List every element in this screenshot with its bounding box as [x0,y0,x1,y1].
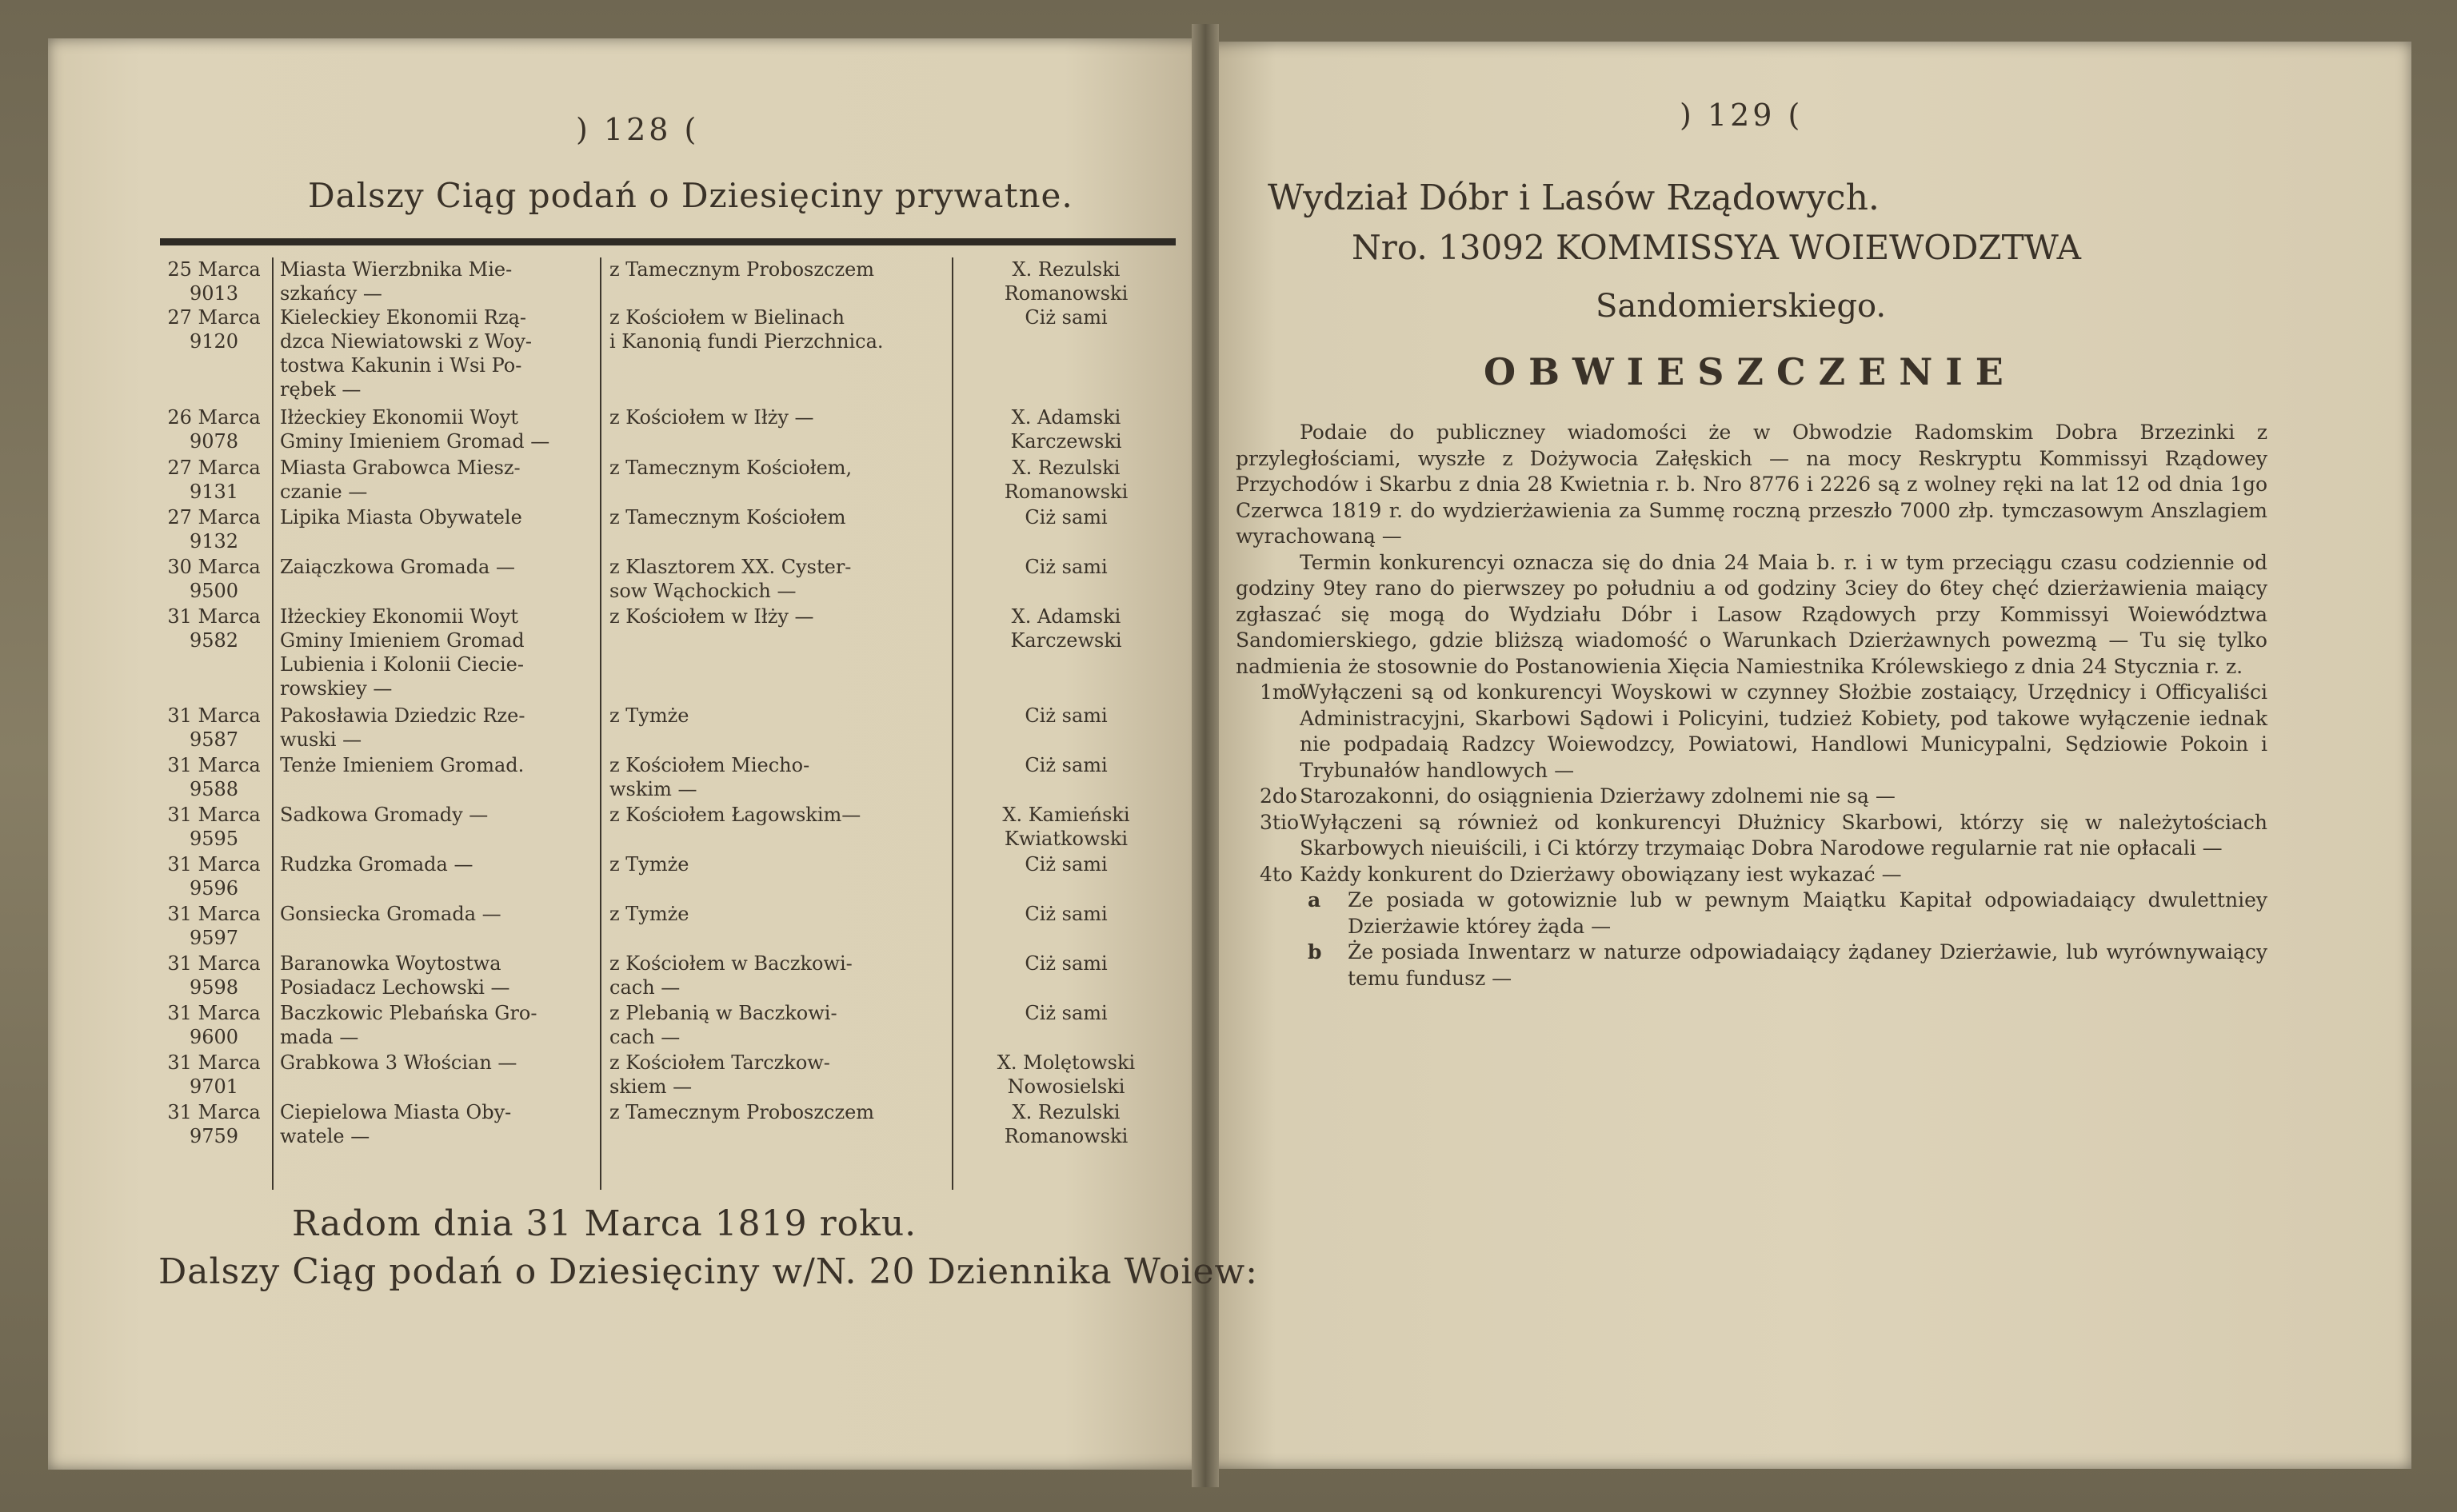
row-priest-line: Nowosielski [1007,1075,1125,1098]
row-priest [958,555,1174,579]
row-church [608,1051,953,1099]
tithe-table [160,257,1176,1190]
row-petitioner-line: Gonsiecka Gromada — [280,903,501,925]
row-petitioner [280,456,600,504]
row-church [608,405,953,429]
row-priest [958,505,1174,529]
row-petitioner-line: Sadkowa Gromady — [280,804,489,826]
row-date-line: 27 Marca [167,306,261,329]
row-church-line: z Tamecznym Kościołem, [609,457,853,479]
row-church [608,902,953,926]
row-petitioner-line: Grabkowa 3 Włościan — [280,1051,517,1074]
row-priest-line: Romanowski [1004,1125,1129,1147]
row-date-line: 9587 [189,728,239,751]
notice-subitem [1236,940,2267,991]
row-priest [958,1100,1174,1148]
row-date-line: 31 Marca [167,605,261,628]
row-petitioner [280,604,600,700]
row-date-line: 26 Marca [167,406,261,429]
row-date [160,257,268,305]
row-date-line: 27 Marca [167,457,261,479]
notice-term: Termin konkurencyi oznacza się do dnia 24 Maia b. r. i w tym przeciągu czasu codziennie od godziny 9tey rano do pierwszey po południu a od godziny 3ciey do 6tey chęć dzierżawienia maiący zgłaszać się mogą do Wydziału Dóbr i Lasow Rządowych przy Kommissyi Woiewództwa Sandomierskiego, gdzie bliższą wiadomość o Warunkach Dzierżawnych powezmą — Tu się tylko nadmienia że stosownie do Postanowienia Xięcia Namiestnika Królewskiego z dnia 24 Stycznia r. z. [1236,550,2267,678]
row-date [160,803,268,851]
row-date-line: 31 Marca [167,754,261,776]
row-petitioner [280,257,600,305]
row-church-line: z Tymże [609,853,689,876]
row-petitioner-line: rowskiey — [280,677,393,700]
row-petitioner-line: Lipika Miasta Obywatele [280,506,522,529]
row-petitioner [280,704,600,752]
row-petitioner-line: Baranowka Woytostwa [280,952,501,975]
row-date-line: 31 Marca [167,1002,261,1024]
notice-subitem [1236,888,2267,940]
row-petitioner [280,305,600,401]
row-petitioner-line: rębek — [280,378,362,401]
notice-item-text: Wyłączeni są również od konkurencyi Dłużnicy Skarbowi, którzy się w należytościach Skarbowych nieuiścili, i Ci którzy trzymaiąc Dobra Narodowe regularnie rat nie opłacali — [1300,810,2267,860]
notice-item-label: 1mo [1260,680,1304,704]
row-church-line: z Kościołem w Bielinach [609,306,845,329]
left-page-number: ) 128 ( [576,112,700,147]
row-date [160,555,268,603]
notice-item [1236,784,2267,810]
row-date-line: 9132 [189,530,239,553]
row-priest-line: Ciż sami [1025,306,1108,329]
row-church [608,753,953,801]
row-petitioner-line: Iłżeckiey Ekonomii Woyt [280,605,519,628]
row-date [160,704,268,752]
row-church [608,604,953,628]
row-petitioner-line: Gminy Imieniem Gromad [280,629,525,652]
row-church-line: cach — [609,976,681,999]
row-date-line: 31 Marca [167,903,261,925]
row-petitioner-line: Miasta Wierzbnika Mie- [280,258,513,281]
right-page-number: ) 129 ( [1680,98,1804,133]
row-petitioner [280,555,600,579]
row-church-line: sow Wąchockich — [609,580,797,602]
row-petitioner-line: watele — [280,1125,370,1147]
row-church [608,951,953,999]
row-petitioner-line: Iłżeckiey Ekonomii Woyt [280,406,519,429]
row-priest-line: X. Adamski [1011,406,1121,429]
row-date [160,305,268,353]
row-priest-line: X. Kamieński [1002,804,1130,826]
row-priest-line: X. Adamski [1011,605,1121,628]
row-petitioner [280,803,600,827]
row-priest-line: X. Rezulski [1012,457,1121,479]
row-petitioner-line: Tenże Imieniem Gromad. [280,754,525,776]
row-date-line: 30 Marca [167,556,261,578]
row-priest [958,803,1174,851]
notice-subitems [1236,888,2267,991]
row-priest-line: Karczewski [1010,629,1122,652]
row-date [160,505,268,553]
row-church [608,305,953,353]
notice-items [1236,680,2267,888]
row-priest-line: Ciż sami [1025,704,1108,727]
row-petitioner [280,1051,600,1075]
notice-title: OBWIESZCZENIE [1484,350,2016,393]
row-church-line: skiem — [609,1075,693,1098]
row-priest [958,405,1174,453]
row-church-line: z Plebanią w Baczkowi- [609,1002,837,1024]
row-priest-line: Ciż sami [1025,1002,1108,1024]
row-date-line: 9595 [189,828,239,850]
row-church [608,257,953,281]
row-date-line: 9596 [189,877,239,900]
row-church-line: z Klasztorem XX. Cyster- [609,556,852,578]
row-date-line: 9131 [189,481,239,503]
row-church-line: z Tymże [609,903,689,925]
row-date-line: 9701 [189,1075,239,1098]
row-church [608,704,953,728]
notice-item [1236,680,2267,784]
row-date-line: 9120 [189,330,239,353]
row-date-line: 27 Marca [167,506,261,529]
row-petitioner-line: Rudzka Gromada — [280,853,473,876]
row-church [608,456,953,480]
row-date-line: 9078 [189,430,239,453]
notice-body [1236,420,2267,991]
row-date [160,405,268,453]
heading-rule [160,238,1176,245]
row-date-line: 9588 [189,778,239,800]
row-date [160,951,268,999]
row-petitioner [280,405,600,453]
notice-item-label: 3tio [1260,810,1299,834]
row-petitioner [280,852,600,876]
row-priest [958,257,1174,305]
row-petitioner [280,505,600,529]
row-petitioner-line: mada — [280,1026,359,1048]
row-church-line: z Kościołem Miecho- [609,754,810,776]
row-church [608,555,953,603]
row-date [160,1100,268,1148]
notice-item-label: 2do [1260,784,1297,808]
row-petitioner-line: Gminy Imieniem Gromad — [280,430,550,453]
row-date [160,753,268,801]
notice-item-text: Wyłączeni są od konkurencyi Woyskowi w czynney Słożbie zostaiący, Urzędnicy i Officyaliści Administracyjni, Skarbowi Sądowi i Policyini, tudzież Kobiety, pod takowe wyłączenie iednak nie podpadaią Radzcy Woiewodzcy, Powiatowi, Handlowi Municypalni, Sędziowie Pokoin i Trybunałów handlowych — [1300,680,2267,782]
row-church-line: z Tamecznym Proboszczem [609,258,875,281]
row-petitioner [280,902,600,926]
row-date [160,456,268,504]
row-priest [958,902,1174,926]
row-priest-line: Romanowski [1004,282,1129,305]
row-date-line: 31 Marca [167,804,261,826]
row-petitioner-line: szkańcy — [280,282,382,305]
row-date-line: 9013 [189,282,239,305]
row-church [608,1001,953,1049]
row-petitioner-line: Posiadacz Lechowski — [280,976,510,999]
notice-item-text: Starozakonni, do osiągnienia Dzierżawy zdolnemi nie są — [1300,784,1896,808]
row-priest [958,1051,1174,1099]
row-priest-line: Kwiatkowski [1004,828,1129,850]
notice-subitem-label: b [1308,940,1322,963]
row-petitioner [280,951,600,999]
region-heading: Sandomierskiego. [1596,288,1887,325]
row-date-line: 31 Marca [167,1101,261,1123]
row-petitioner-line: Pakosławia Dziedzic Rze- [280,704,525,727]
column-divider [600,257,601,1190]
row-church-line: z Tymże [609,704,689,727]
row-priest [958,704,1174,728]
row-church-line: z Kościołem w Baczkowi- [609,952,853,975]
row-church-line: wskim — [609,778,697,800]
left-footer-date: Radom dnia 31 Marca 1819 roku. [292,1203,917,1244]
row-petitioner-line: Kieleckiey Ekonomii Rzą- [280,306,527,329]
row-petitioner-line: wuski — [280,728,362,751]
department-heading: Wydział Dóbr i Lasów Rządowych. [1268,178,1880,218]
notice-subitem-label: a [1308,888,1321,912]
row-date-line: 31 Marca [167,952,261,975]
row-priest-line: Ciż sami [1025,556,1108,578]
notice-subitem-text: Ze posiada w gotowiznie lub w pewnym Maiątku Kapitał odpowiadaiący dwulettniey Dzierżawie którey żąda — [1348,888,2267,938]
row-priest [958,456,1174,504]
row-priest [958,852,1174,876]
notice-intro: Podaie do publiczney wiadomości że w Obwodzie Radomskim Dobra Brzezinki z przyległościami, wyszłe z Dożywocia Załęskich — na mocy Reskryptu Kommissyi Rządowey Przychodów i Skarbu z dnia 28 Kwietnia r. b. Nro 8776 i 2226 są z wolney ręki na lat 12 od dnia 1go Czerwca 1819 r. do wydzierżawienia za Summę roczną przeszło 7000 złp. tymczasowym Anszlagiem wyrachowaną — [1236,421,2267,548]
notice-item-text: Każdy konkurent do Dzierżawy obowiązany iest wykazać — [1300,862,1902,886]
row-petitioner-line: Ciepielowa Miasta Oby- [280,1101,512,1123]
row-petitioner [280,1100,600,1148]
row-date [160,902,268,950]
row-petitioner-line: Lubienia i Kolonii Ciecie- [280,653,524,676]
row-date-line: 31 Marca [167,853,261,876]
row-date [160,852,268,900]
row-date-line: 25 Marca [167,258,261,281]
row-date [160,1051,268,1099]
row-church [608,505,953,529]
row-priest-line: Ciż sami [1025,952,1108,975]
row-church [608,803,953,827]
row-priest-line: X. Rezulski [1012,258,1121,281]
commission-heading: Nro. 13092 KOMMISSYA WOIEWODZTWA [1352,228,2082,267]
row-church-line: z Tamecznym Kościołem [609,506,846,529]
notice-item [1236,810,2267,862]
row-petitioner-line: tostwa Kakunin i Wsi Po- [280,354,522,377]
row-petitioner-line: dzca Niewiatowski z Woy- [280,330,533,353]
row-church [608,1100,953,1124]
row-date-line: 31 Marca [167,1051,261,1074]
row-priest [958,1001,1174,1025]
row-church-line: z Kościołem w Iłży — [609,406,814,429]
row-priest-line: Ciż sami [1025,506,1108,529]
row-church-line: z Kościołem Łagowskim— [609,804,861,826]
row-church-line: i Kanonią fundi Pierzchnica. [609,330,884,353]
row-priest-line: Romanowski [1004,481,1129,503]
row-date-line: 9582 [189,629,239,652]
notice-item-label: 4to [1260,862,1293,886]
row-petitioner-line: Baczkowic Plebańska Gro- [280,1002,537,1024]
row-priest [958,753,1174,777]
notice-subitem-text: Że posiada Inwentarz w naturze odpowiadaiący żądaney Dzierżawie, lub wyrównywaiący temu fundusz — [1348,940,2267,990]
notice-item [1236,862,2267,888]
row-petitioner-line: czanie — [280,481,368,503]
left-page-heading: Dalszy Ciąg podań o Dziesięciny prywatne. [308,176,1073,215]
row-priest-line: X. Molętowski [997,1051,1136,1074]
row-date [160,1001,268,1049]
row-petitioner-line: Zaiączkowa Gromada — [280,556,515,578]
row-priest [958,305,1174,329]
row-date-line: 9598 [189,976,239,999]
row-priest-line: Karczewski [1010,430,1122,453]
row-date-line: 9600 [189,1026,239,1048]
row-date-line: 9597 [189,927,239,949]
row-petitioner [280,753,600,777]
row-church-line: z Kościołem w Iłży — [609,605,814,628]
column-divider [272,257,274,1190]
row-petitioner-line: Miasta Grabowca Miesz- [280,457,521,479]
row-priest-line: Ciż sami [1025,754,1108,776]
row-date-line: 9500 [189,580,239,602]
row-priest [958,951,1174,975]
row-date-line: 9759 [189,1125,239,1147]
row-date [160,604,268,652]
row-church-line: cach — [609,1026,681,1048]
row-priest-line: Ciż sami [1025,853,1108,876]
row-priest-line: Ciż sami [1025,903,1108,925]
row-date-line: 31 Marca [167,704,261,727]
left-footer-continuation: Dalszy Ciąg podań o Dziesięciny w/N. 20 Dziennika Woiew: [158,1251,1258,1292]
row-priest-line: X. Rezulski [1012,1101,1121,1123]
row-church-line: z Kościołem Tarczkow- [609,1051,830,1074]
row-church-line: z Tamecznym Proboszczem [609,1101,875,1123]
row-priest [958,604,1174,652]
row-petitioner [280,1001,600,1049]
row-church [608,852,953,876]
